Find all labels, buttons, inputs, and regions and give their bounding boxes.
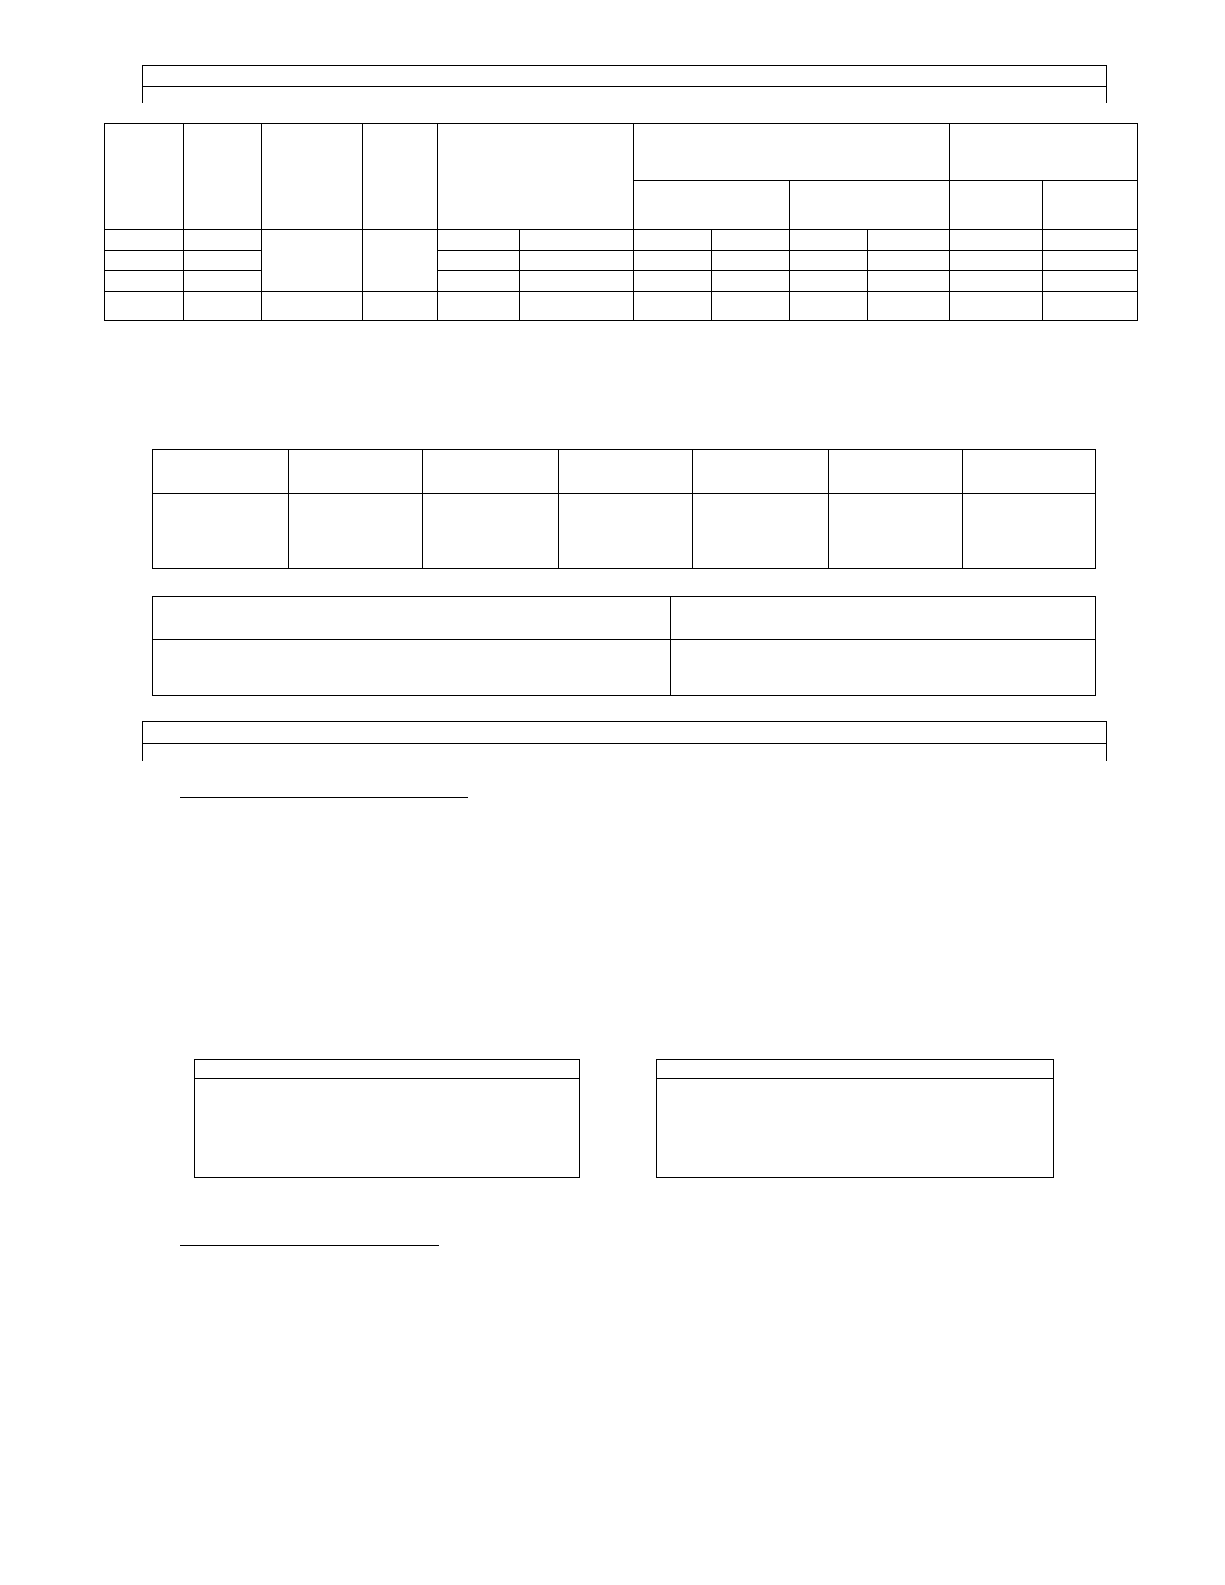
th-col2	[184, 124, 262, 230]
note-box-left-header	[195, 1060, 579, 1079]
table-row	[634, 292, 712, 321]
second-table-body-cell	[963, 494, 1096, 569]
second-table-header-cell	[693, 450, 829, 494]
table-row	[868, 229, 950, 250]
third-table-cell	[671, 640, 1096, 696]
second-table-body-cell	[153, 494, 289, 569]
table-row	[790, 229, 868, 250]
table-row	[438, 292, 520, 321]
second-table-header-cell	[153, 450, 289, 494]
table-row	[184, 292, 262, 321]
table-row	[184, 271, 262, 292]
note-box-right	[656, 1059, 1054, 1178]
mid-banner-line1	[143, 722, 1106, 743]
table-row	[950, 292, 1043, 321]
mid-banner-line2	[143, 743, 1106, 765]
table-row	[950, 250, 1043, 271]
th-group-values	[634, 124, 950, 181]
table-row	[520, 250, 634, 271]
table-row	[712, 250, 790, 271]
table-row	[363, 292, 438, 321]
th-sub1	[634, 181, 790, 229]
th-col3	[262, 124, 363, 230]
table-row	[105, 229, 184, 250]
table-row	[105, 271, 184, 292]
header-banner	[142, 65, 1107, 103]
table-row	[634, 271, 712, 292]
second-table-header-cell	[829, 450, 963, 494]
second-table-body-cell	[693, 494, 829, 569]
table-row	[520, 229, 634, 250]
second-table-body-cell	[559, 494, 693, 569]
note-box-right-body	[657, 1079, 1053, 1177]
table-row	[634, 250, 712, 271]
note-box-left-body	[195, 1079, 579, 1177]
th-sub4	[1043, 181, 1138, 229]
note-box-right-header	[657, 1060, 1053, 1079]
top-table-grid	[104, 123, 1138, 321]
third-table-cell	[671, 597, 1096, 640]
table-row	[520, 292, 634, 321]
th-col4	[363, 124, 438, 230]
table-row	[868, 250, 950, 271]
table-row	[712, 292, 790, 321]
table-row	[868, 292, 950, 321]
table-row	[438, 271, 520, 292]
th-sub3	[950, 181, 1043, 229]
table-row	[262, 229, 363, 292]
mid-banner	[142, 721, 1107, 761]
table-row	[105, 250, 184, 271]
table-row	[950, 271, 1043, 292]
footer-link[interactable]	[133, 1548, 273, 1564]
third-table-grid	[152, 596, 1096, 696]
section-label-first	[180, 780, 468, 798]
third-table-cell	[153, 640, 671, 696]
table-row	[1043, 271, 1138, 292]
th-sub2	[790, 181, 950, 229]
th-col1	[105, 124, 184, 230]
second-table-header-cell	[423, 450, 559, 494]
table-row	[1043, 229, 1138, 250]
top-table	[104, 123, 1137, 321]
table-row	[1043, 292, 1138, 321]
table-row	[438, 229, 520, 250]
second-table-body-cell	[423, 494, 559, 569]
th-group-description	[438, 124, 634, 230]
table-row	[712, 229, 790, 250]
table-row	[184, 229, 262, 250]
th-group-totals	[950, 124, 1138, 181]
second-table-grid	[152, 449, 1096, 569]
note-box-left	[194, 1059, 580, 1178]
header-banner-line2	[143, 86, 1106, 107]
table-row	[184, 250, 262, 271]
second-table	[152, 449, 1095, 569]
table-row	[262, 292, 363, 321]
second-table-body-cell	[829, 494, 963, 569]
table-row	[790, 250, 868, 271]
table-row	[520, 271, 634, 292]
table-row	[790, 292, 868, 321]
table-row	[950, 229, 1043, 250]
second-table-header-cell	[289, 450, 423, 494]
table-row	[634, 229, 712, 250]
table-row	[712, 271, 790, 292]
table-row	[868, 271, 950, 292]
second-table-body-cell	[289, 494, 423, 569]
header-banner-line1	[143, 66, 1106, 86]
section-label-second	[180, 1228, 439, 1246]
table-row	[363, 229, 438, 292]
second-table-header-cell	[559, 450, 693, 494]
second-table-header-cell	[963, 450, 1096, 494]
table-row	[438, 250, 520, 271]
table-row	[790, 271, 868, 292]
third-table-cell	[153, 597, 671, 640]
third-table	[152, 596, 1095, 695]
table-row	[1043, 250, 1138, 271]
table-row	[105, 292, 184, 321]
